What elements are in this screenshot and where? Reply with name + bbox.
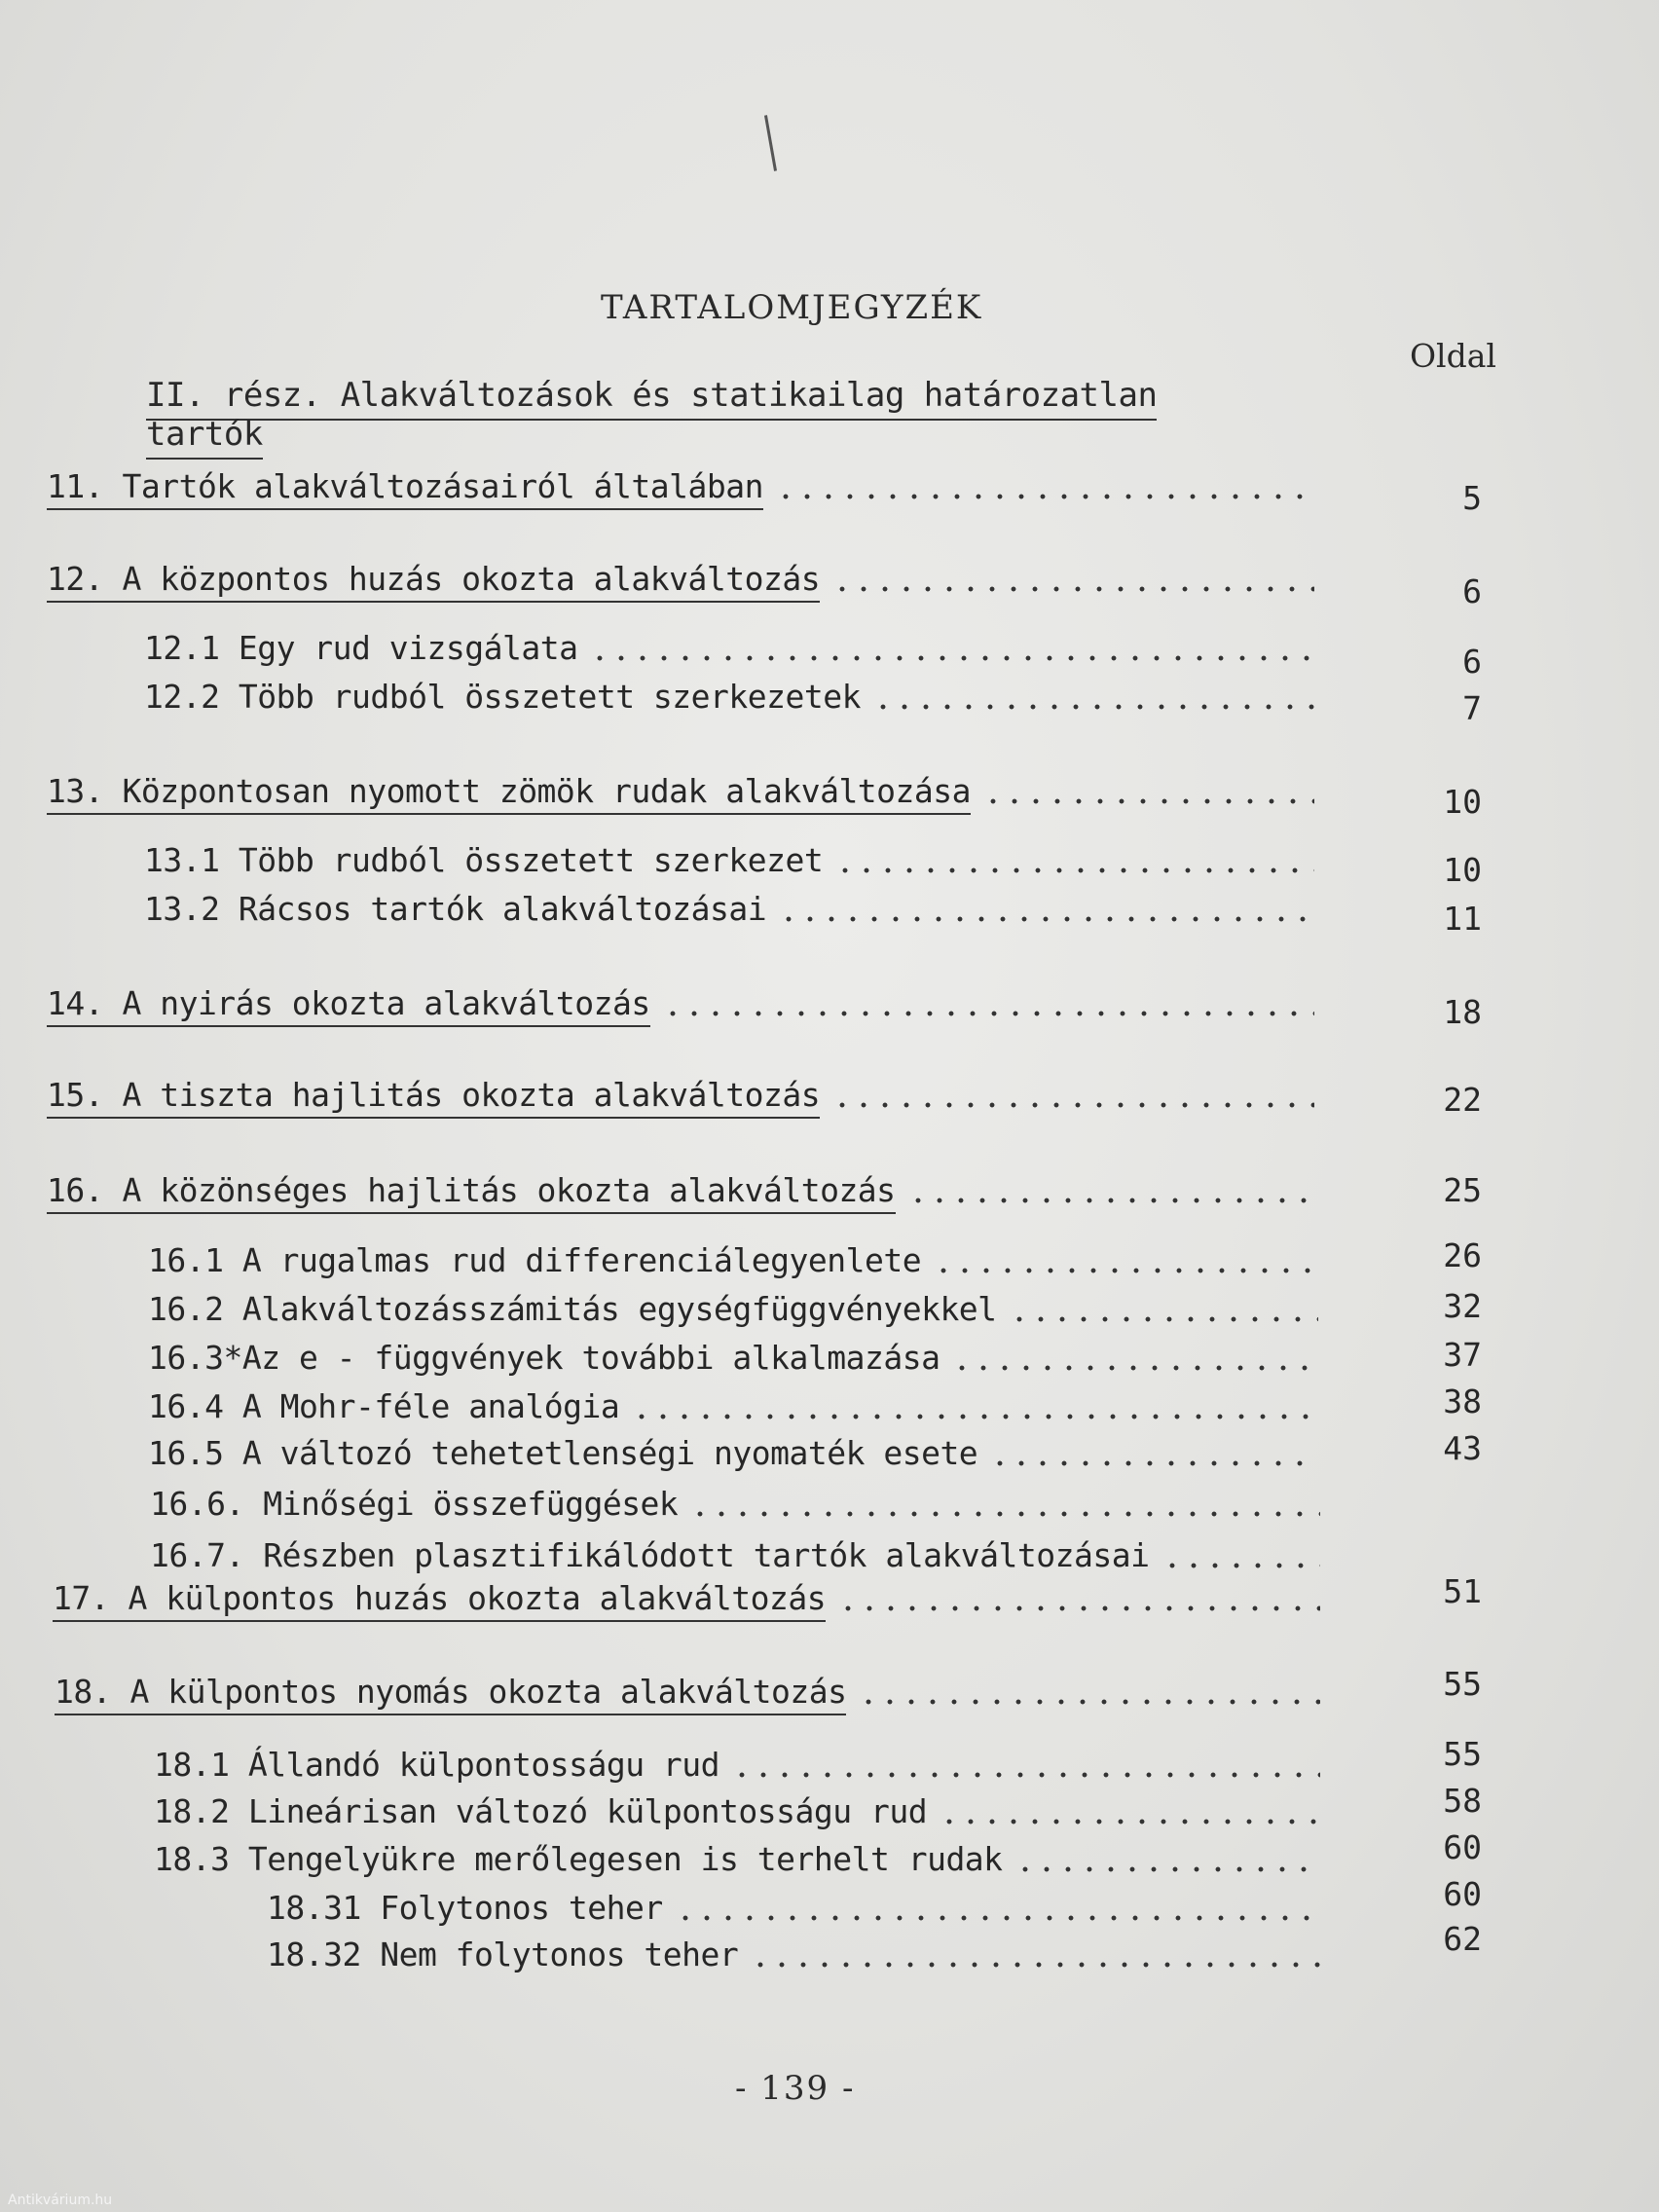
toc-subentry [148,1241,1318,1284]
toc-entry-label: 18. A külpontos nyomás okozta alakváltozás [55,1673,846,1715]
toc-subentry [144,678,1314,720]
toc-entry [53,1579,1320,1622]
toc-subsubentry [267,1889,1320,1932]
toc-entry-label: 18.32 Nem folytonos teher [267,1936,739,1973]
toc-subsubentry [267,1936,1320,1978]
dot-leader [778,915,1314,923]
toc-entry-label: 16.3*Az e - függvények további alkalmazása [148,1339,940,1377]
dot-leader [933,1267,1318,1274]
toc-subentry [148,1434,1318,1477]
toc-entry-label: 18.3 Tengelyükre merőlegesen is terhelt rudak [154,1840,1003,1878]
page-number-footer: - 139 - [735,2069,856,2108]
toc-subentry [154,1792,1320,1835]
toc-entry-label: 16.7. Részben plasztifikálódott tartók alakváltozásai [150,1536,1150,1574]
toc-subentry [148,1339,1318,1382]
dot-leader [589,654,1314,662]
toc-entry-page: 11 [1443,900,1482,938]
toc-entry-label: 18.31 Folytonos teher [267,1889,663,1927]
dot-leader [689,1510,1320,1518]
dot-leader [1014,1865,1320,1873]
toc-entry-label: 16.4 A Mohr-féle analógia [148,1387,620,1425]
toc-entry-label: 13.1 Több rudból összetett szerkezet [144,841,824,879]
toc-entry-label: 16.2 Alakváltozásszámitás egységfüggvényekkel [148,1290,997,1328]
toc-entry-label: 16.6. Minőségi összefüggések [150,1485,679,1523]
toc-entry-page: 58 [1443,1782,1482,1820]
toc-entry-label: 17. A külpontos huzás okozta alakváltozás [53,1579,826,1622]
dot-leader [831,585,1314,593]
dot-leader [1161,1562,1321,1569]
toc-entry [47,1076,1314,1119]
toc-entry-page: 51 [1443,1572,1482,1610]
toc-entry-page: 26 [1443,1236,1482,1274]
toc-entry [47,467,1314,510]
toc-entry-page: 55 [1443,1665,1482,1703]
toc-entry [47,1171,1314,1214]
dot-leader [951,1364,1318,1372]
toc-entry-label: 12.2 Több rudból összetett szerkezetek [144,678,861,716]
toc-entry-page: 6 [1462,572,1482,610]
toc-entry-page: 7 [1462,689,1482,727]
toc-entry-label: 18.1 Állandó külpontosságu rud [154,1746,720,1784]
toc-entry-label: 14. A nyirás okozta alakváltozás [47,984,650,1027]
part-heading-text: II. rész. Alakváltozások és statikailag határozatlan tartók [146,376,1157,460]
toc-subentry [154,1840,1320,1883]
dot-leader [731,1771,1320,1779]
toc-entry-page: 6 [1462,643,1482,681]
toc-entry [55,1673,1320,1715]
dot-leader [1009,1315,1318,1323]
dot-leader [939,1818,1320,1825]
toc-entry-page: 60 [1443,1875,1482,1913]
toc-entry-label: 13. Központosan nyomott zömök rudak alakváltozása [47,772,971,815]
toc-entry [47,560,1314,603]
toc-entry-page: 32 [1443,1287,1482,1325]
toc-entry-label: 16. A közönséges hajlitás okozta alakváltozás [47,1171,896,1214]
part-heading [146,376,1227,454]
dot-leader [675,1914,1320,1922]
toc-entry-page: 55 [1443,1735,1482,1773]
toc-entry-page: 62 [1443,1920,1482,1958]
watermark: Antikvárium.hu [8,2193,113,2208]
dot-leader [831,1101,1314,1109]
toc-subentry [150,1536,1320,1579]
toc-entry-page: 43 [1443,1429,1482,1467]
dot-leader [858,1698,1320,1706]
toc-entry-page: 10 [1443,783,1482,821]
toc-entry-label: 12.1 Egy rud vizsgálata [144,629,578,667]
toc-entry-label: 12. A központos huzás okozta alakváltozás [47,560,820,603]
toc-entry [47,984,1314,1027]
toc-entry-page: 5 [1462,479,1482,517]
dot-leader [662,1010,1314,1017]
toc-subentry [144,841,1314,884]
toc-entry-page: 38 [1443,1382,1482,1420]
dot-leader [631,1413,1318,1420]
toc-entry-label: 15. A tiszta hajlitás okozta alakváltozás [47,1076,820,1119]
toc-entry-label: 16.1 A rugalmas rud differenciálegyenlete [148,1241,922,1279]
toc-entry-page: 10 [1443,851,1482,889]
toc-subentry [144,890,1314,933]
toc-entry-label: 13.2 Rácsos tartók alakváltozásai [144,890,767,928]
toc-entry-page: 37 [1443,1336,1482,1374]
dot-leader [775,493,1314,500]
toc-entry-page: 25 [1443,1171,1482,1209]
toc-entry-label: 11. Tartók alakváltozásairól általában [47,467,763,510]
dot-leader [837,1604,1320,1612]
toc-entry-label: 18.2 Lineárisan változó külpontosságu rud [154,1792,928,1830]
toc-subentry [150,1485,1320,1528]
toc-entry [47,772,1314,815]
dot-leader [982,797,1314,805]
toc-entry-page: 22 [1443,1081,1482,1119]
page-column-header: Oldal [1410,337,1496,375]
dot-leader [907,1197,1314,1204]
toc-subentry [148,1290,1318,1333]
toc-entry-page: 60 [1443,1828,1482,1866]
dot-leader [750,1961,1320,1969]
toc-subentry [154,1746,1320,1788]
dot-leader [872,703,1314,711]
toc-subentry [148,1387,1318,1430]
toc-entry-page: 18 [1443,993,1482,1031]
dot-leader [834,866,1314,874]
toc-subentry [144,629,1314,672]
page-title: TARTALOMJEGYZÉK [601,288,983,327]
toc-entry-label: 16.5 A változó tehetetlenségi nyomaték esete [148,1434,978,1472]
dot-leader [989,1459,1318,1467]
